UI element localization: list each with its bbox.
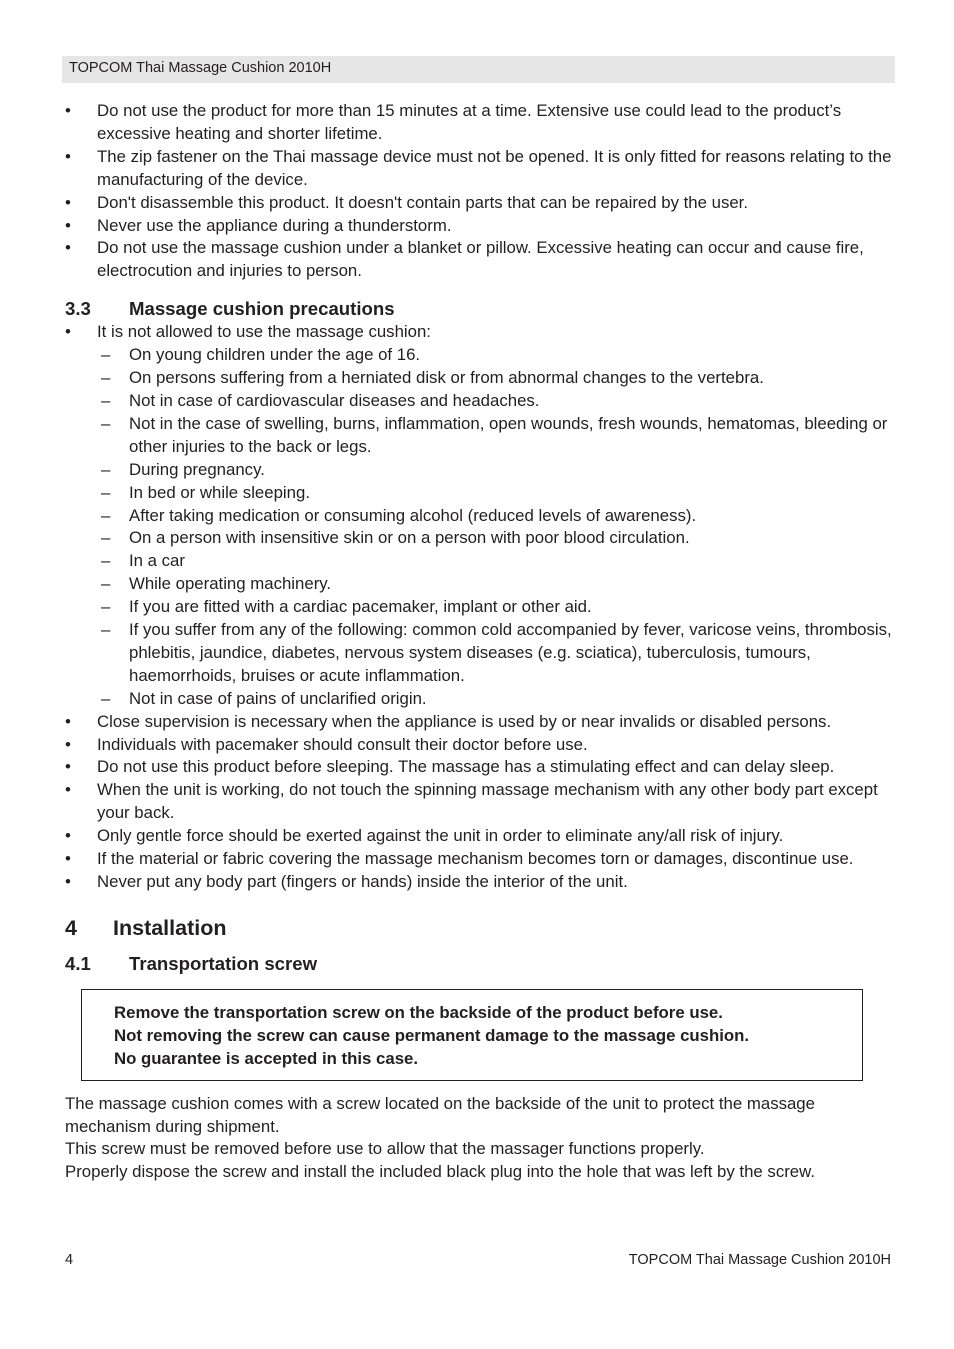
sub-list-item: – In bed or while sleeping. — [65, 482, 895, 505]
dash-marker: – — [101, 528, 111, 548]
section-title: Massage cushion precautions — [129, 298, 395, 320]
installation-paragraphs — [65, 1093, 895, 1185]
bullet-marker: • — [65, 711, 71, 731]
bullet-marker: • — [65, 238, 71, 258]
list-item: • When the unit is working, do not touch the spinning massage mechanism with any other body part except your back. — [65, 780, 878, 823]
section-heading-4-1 — [65, 952, 895, 976]
paragraph: Properly dispose the screw and install the included black plug into the hole that was left by the screw. — [65, 1162, 815, 1182]
page-header — [62, 56, 895, 83]
sub-list-item: – Not in case of pains of unclarified origin. — [65, 688, 895, 711]
sub-list-item: – If you suffer from any of the following: common cold accompanied by fever, varicose veins, thrombosis, phlebitis, jaundice, diabetes, nervous system diseases (e.g. sciatica), tuberculosis, tumours, haemorrhoids, bruises or acute inflammation. — [101, 620, 892, 685]
notice-line: Remove the transportation screw on the backside of the product before use. — [114, 1002, 723, 1022]
dash-marker: – — [101, 551, 111, 571]
dash-marker: – — [101, 620, 111, 640]
sub-list-item: – If you are fitted with a cardiac pacemaker, implant or other aid. — [65, 596, 895, 619]
dash-marker: – — [101, 459, 111, 479]
notice-line: Not removing the screw can cause permanent damage to the massage cushion. — [114, 1025, 750, 1045]
paragraph: The massage cushion comes with a screw located on the backside of the unit to protect the massage mechanism during shipment. — [65, 1093, 815, 1136]
list-item: • Do not use the product for more than 15 minutes at a time. Extensive use could lead to the product’s excessive heating and shorter lifetime. — [65, 101, 842, 143]
bullet-marker: • — [65, 192, 71, 212]
list-item: • The zip fastener on the Thai massage device must not be opened. It is only fitted for reasons relating to the manufacturing of the device. — [65, 146, 892, 189]
list-item: • Individuals with pacemaker should consult their doctor before use. — [65, 734, 895, 757]
list-item: • Only gentle force should be exerted against the unit in order to eliminate any/all risk of injury. — [65, 825, 895, 848]
bullet-marker: • — [65, 215, 71, 235]
notice-line: No guarantee is accepted in this case. — [114, 1048, 419, 1068]
list-item: • If the material or fabric covering the massage mechanism becomes torn or damages, discontinue use. — [65, 848, 895, 871]
dash-marker: – — [101, 688, 111, 708]
section-title: Transportation screw — [129, 952, 318, 974]
bullet-marker: • — [65, 826, 71, 846]
section-title: Installation — [113, 915, 227, 940]
bullet-list-top — [65, 100, 895, 283]
bullet-marker: • — [65, 757, 71, 777]
dash-marker: – — [101, 482, 111, 502]
sub-list-item: – Not in case of cardiovascular diseases and headaches. — [65, 390, 895, 413]
list-item: • Never put any body part (fingers or hands) inside the interior of the unit. — [65, 871, 895, 894]
bullet-marker: • — [65, 849, 71, 869]
bullet-marker: • — [65, 146, 71, 166]
list-item: • Never use the appliance during a thunderstorm. — [65, 215, 895, 238]
bullet-marker: • — [65, 872, 71, 891]
sub-list-item: – On young children under the age of 16. — [65, 344, 895, 367]
dash-marker: – — [101, 390, 111, 410]
dash-marker: – — [101, 505, 111, 525]
sub-list-item: – During pregnancy. — [65, 459, 895, 482]
section-number: 4 — [65, 915, 77, 940]
list-item: • Do not use this product before sleeping. The massage has a stimulating effect and can delay sleep. — [65, 756, 895, 779]
page-number: 4 — [65, 1252, 74, 1268]
footer-title: TOPCOM Thai Massage Cushion 2010H — [628, 1252, 891, 1268]
sub-list-item: – Not in the case of swelling, burns, inflammation, open wounds, fresh wounds, hematomas, bleeding or other injuries to the back or legs. — [101, 413, 888, 456]
sub-list-item: – While operating machinery. — [65, 573, 895, 596]
warning-notice-box — [81, 989, 863, 1081]
list-item: • Do not use the massage cushion under a blanket or pillow. Excessive heating can occur and cause fire, electrocution and injuries to person. — [65, 238, 864, 281]
paragraph: This screw must be removed before use to allow that the massager functions properly. — [65, 1139, 705, 1159]
dash-marker: – — [101, 574, 111, 594]
precautions-list — [65, 321, 895, 894]
sub-list-item: – In a car — [65, 550, 895, 573]
page-content — [65, 100, 895, 1184]
section-heading-4 — [65, 914, 895, 942]
section-number: 4.1 — [65, 952, 91, 974]
list-item: • Don't disassemble this product. It doesn't contain parts that can be repaired by the user. — [65, 192, 895, 215]
dash-marker: – — [101, 597, 111, 617]
bullet-marker: • — [65, 734, 71, 754]
list-item: • Close supervision is necessary when the appliance is used by or near invalids or disabled persons. — [65, 711, 895, 734]
bullet-marker: • — [65, 780, 71, 800]
sub-list-item: – On a person with insensitive skin or on a person with poor blood circulation. — [65, 527, 895, 550]
dash-marker: – — [101, 413, 111, 433]
section-heading-3-3 — [65, 297, 895, 321]
sub-list-item: – On persons suffering from a herniated disk or from abnormal changes to the vertebra. — [65, 367, 895, 390]
sub-list-item: – After taking medication or consuming alcohol (reduced levels of awareness). — [65, 505, 895, 528]
bullet-marker: • — [65, 322, 71, 342]
header-title: TOPCOM Thai Massage Cushion 2010H — [69, 60, 332, 76]
dash-marker: – — [101, 368, 111, 388]
section-number: 3.3 — [65, 298, 91, 320]
list-item: • It is not allowed to use the massage cushion: — [65, 321, 895, 344]
bullet-marker: • — [65, 101, 71, 120]
dash-marker: – — [101, 345, 111, 365]
